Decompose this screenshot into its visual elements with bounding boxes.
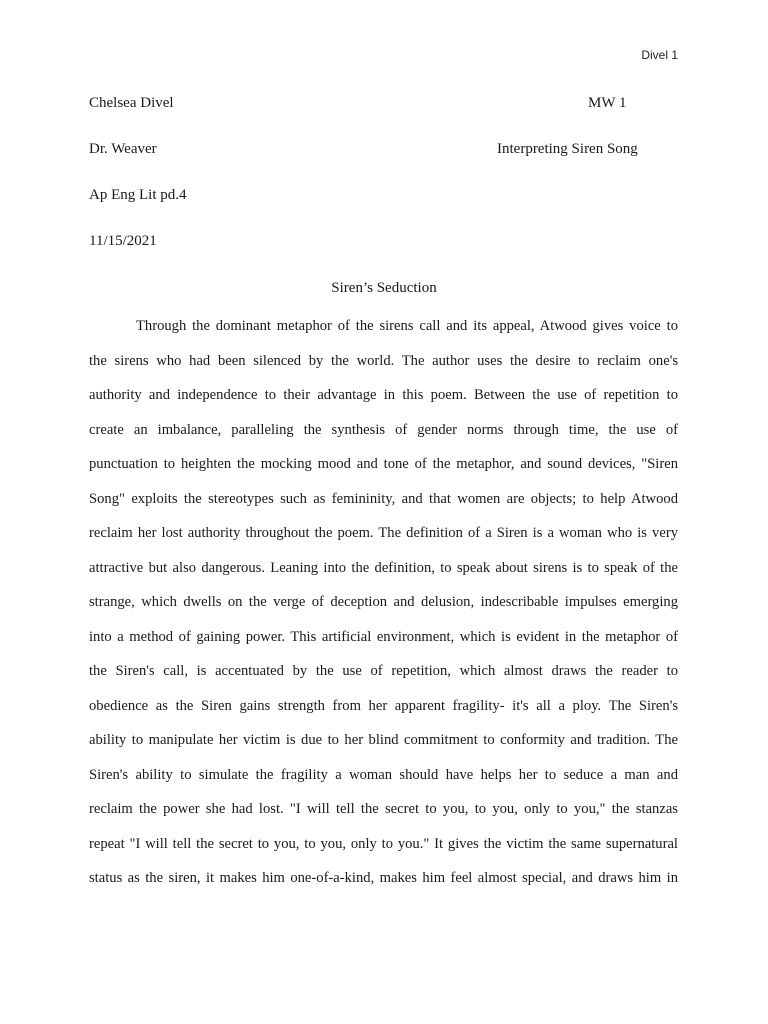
body-line: Song" exploits the stereotypes such as femininity, and that women are objects; to help Atwood [89,490,678,507]
course-name: Ap Eng Lit pd.4 [89,187,187,203]
body-line: reclaim the power she had lost. "I will tell the secret to you, to you, only to you," the stanzas [89,801,678,817]
student-name: Chelsea Divel [89,95,174,111]
body-line: repeat "I will tell the secret to you, to you, only to you." It gives the victim the same supernatural [89,835,678,852]
body-line: status as the siren, it makes him one-of-a-kind, makes him feel almost special, and draws him in [89,870,678,886]
essay-date: 11/15/2021 [89,233,157,249]
body-line: attractive but also dangerous. Leaning into the definition, to speak about sirens is to speak of the [89,559,678,576]
essay-body [89,317,678,904]
running-head: Divel 1 [641,48,678,62]
assignment-title: Interpreting Siren Song [497,141,638,157]
body-line: reclaim her lost authority throughout the poem. The definition of a Siren is a woman who is very [89,525,678,541]
assignment-code: MW 1 [588,95,627,111]
body-line: ability to manipulate her victim is due to her blind commitment to conformity and tradition. The [89,732,678,748]
essay-title: Siren’s Seduction [331,280,437,296]
body-line: authority and independence to their advantage in this poem. Between the use of repetition to [89,387,678,403]
body-line: create an imbalance, paralleling the synthesis of gender norms through time, the use of [89,421,678,438]
body-line: the sirens who had been silenced by the world. The author uses the desire to reclaim one's [89,352,678,369]
body-line: Through the dominant metaphor of the sirens call and its appeal, Atwood gives voice to [136,318,678,334]
instructor-name: Dr. Weaver [89,141,157,157]
body-line: into a method of gaining power. This artificial environment, which is evident in the metaphor of [89,628,678,645]
body-line: punctuation to heighten the mocking mood and tone of the metaphor, and sound devices, "Siren [89,456,678,472]
body-line: strange, which dwells on the verge of deception and delusion, indescribable impulses emerging [89,594,678,610]
body-line: the Siren's call, is accentuated by the use of repetition, which almost draws the reader to [89,663,678,679]
body-line: obedience as the Siren gains strength from her apparent fragility- it's all a ploy. The Siren's [89,697,678,714]
body-line: Siren's ability to simulate the fragility a woman should have helps her to seduce a man and [89,766,678,783]
